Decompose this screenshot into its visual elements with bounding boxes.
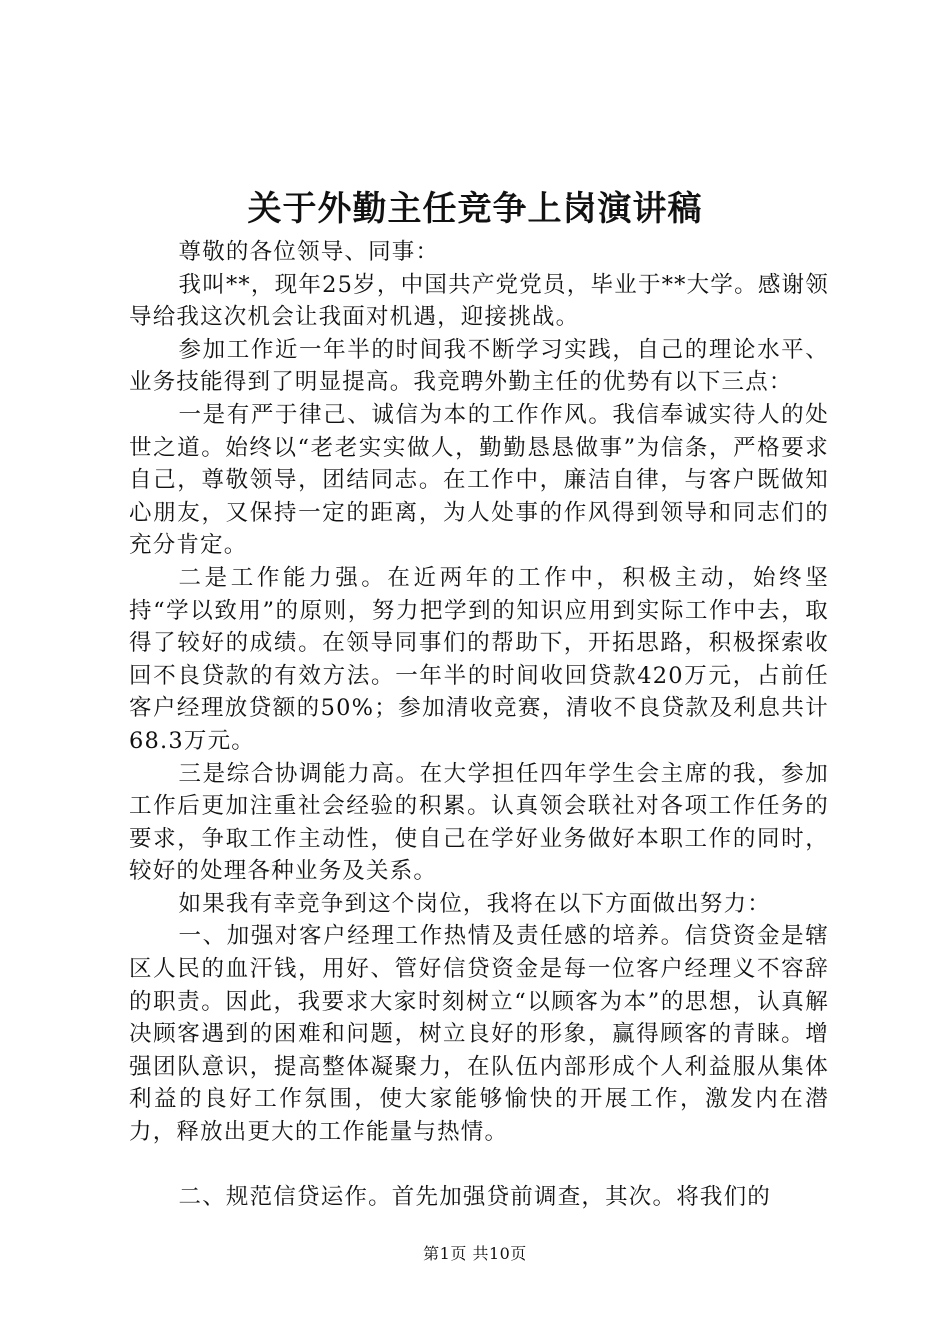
advantage-three-paragraph: 三是综合协调能力高。在大学担任四年学生会主席的我，参加工作后更加注重社会经验的积累。认真领会联社对各项工作任务的要求，争取工作主动性，使自己在学好业务做好本职工作的同时，较好的处理各种业务及关系。 [129, 760, 829, 885]
salutation-paragraph: 尊敬的各位领导、同事： [178, 239, 440, 265]
document-title: 关于外勤主任竞争上岗演讲稿 [247, 189, 703, 229]
plan-one-paragraph: 一、加强对客户经理工作热情及责任感的培养。信贷资金是辖区人民的血汗钱，用好、管好信贷资金是每一位客户经理义不容辞的职责。因此，我要求大家时刻树立“以顾客为本”的思想，认真解决顾客遇到的困难和问题，树立良好的形象，赢得顾客的青睐。增强团队意识，提高整体凝聚力，在队伍内部形成个人利益服从集体利益的良好工作氛围，使大家能够愉快的开展工作，激发内在潜力，释放出更大的工作能量与热情。 [129, 923, 829, 1146]
advantage-one-paragraph: 一是有严于律己、诚信为本的工作作风。我信奉诚实待人的处世之道。始终以“老老实实做人，勤勤恳恳做事”为信条，严格要求自己，尊敬领导，团结同志。在工作中，廉洁自律，与客户既做知心朋友，又保持一定的距离，为人处事的作风得到领导和同志们的充分肯定。 [129, 401, 829, 559]
advantage-two-paragraph: 二是工作能力强。在近两年的工作中，积极主动，始终坚持“学以致用”的原则，努力把学到的知识应用到实际工作中去，取得了较好的成绩。在领导同事们的帮助下，开拓思路，积极探索收回不良贷款的有效方法。一年半的时间收回贷款420万元，占前任客户经理放贷额的50%；参加清收竞赛，清收不良贷款及利息共计68.3万元。 [129, 564, 829, 754]
plans-intro-paragraph: 如果我有幸竞争到这个岗位，我将在以下方面做出努力： [178, 890, 772, 917]
advantages-intro-paragraph: 参加工作近一年半的时间我不断学习实践，自己的理论水平、业务技能得到了明显提高。我竞聘外勤主任的优势有以下三点： [129, 336, 829, 396]
document-body [129, 236, 829, 1213]
page-number-footer: 第1页 共10页 [423, 1244, 527, 1263]
plan-two-paragraph: 二、规范信贷运作。首先加强贷前调查，其次。将我们的 [178, 1183, 772, 1210]
introduction-paragraph: 我叫**，现年25岁，中国共产党党员，毕业于**大学。感谢领导给我这次机会让我面对机遇，迎接挑战。 [129, 271, 829, 331]
